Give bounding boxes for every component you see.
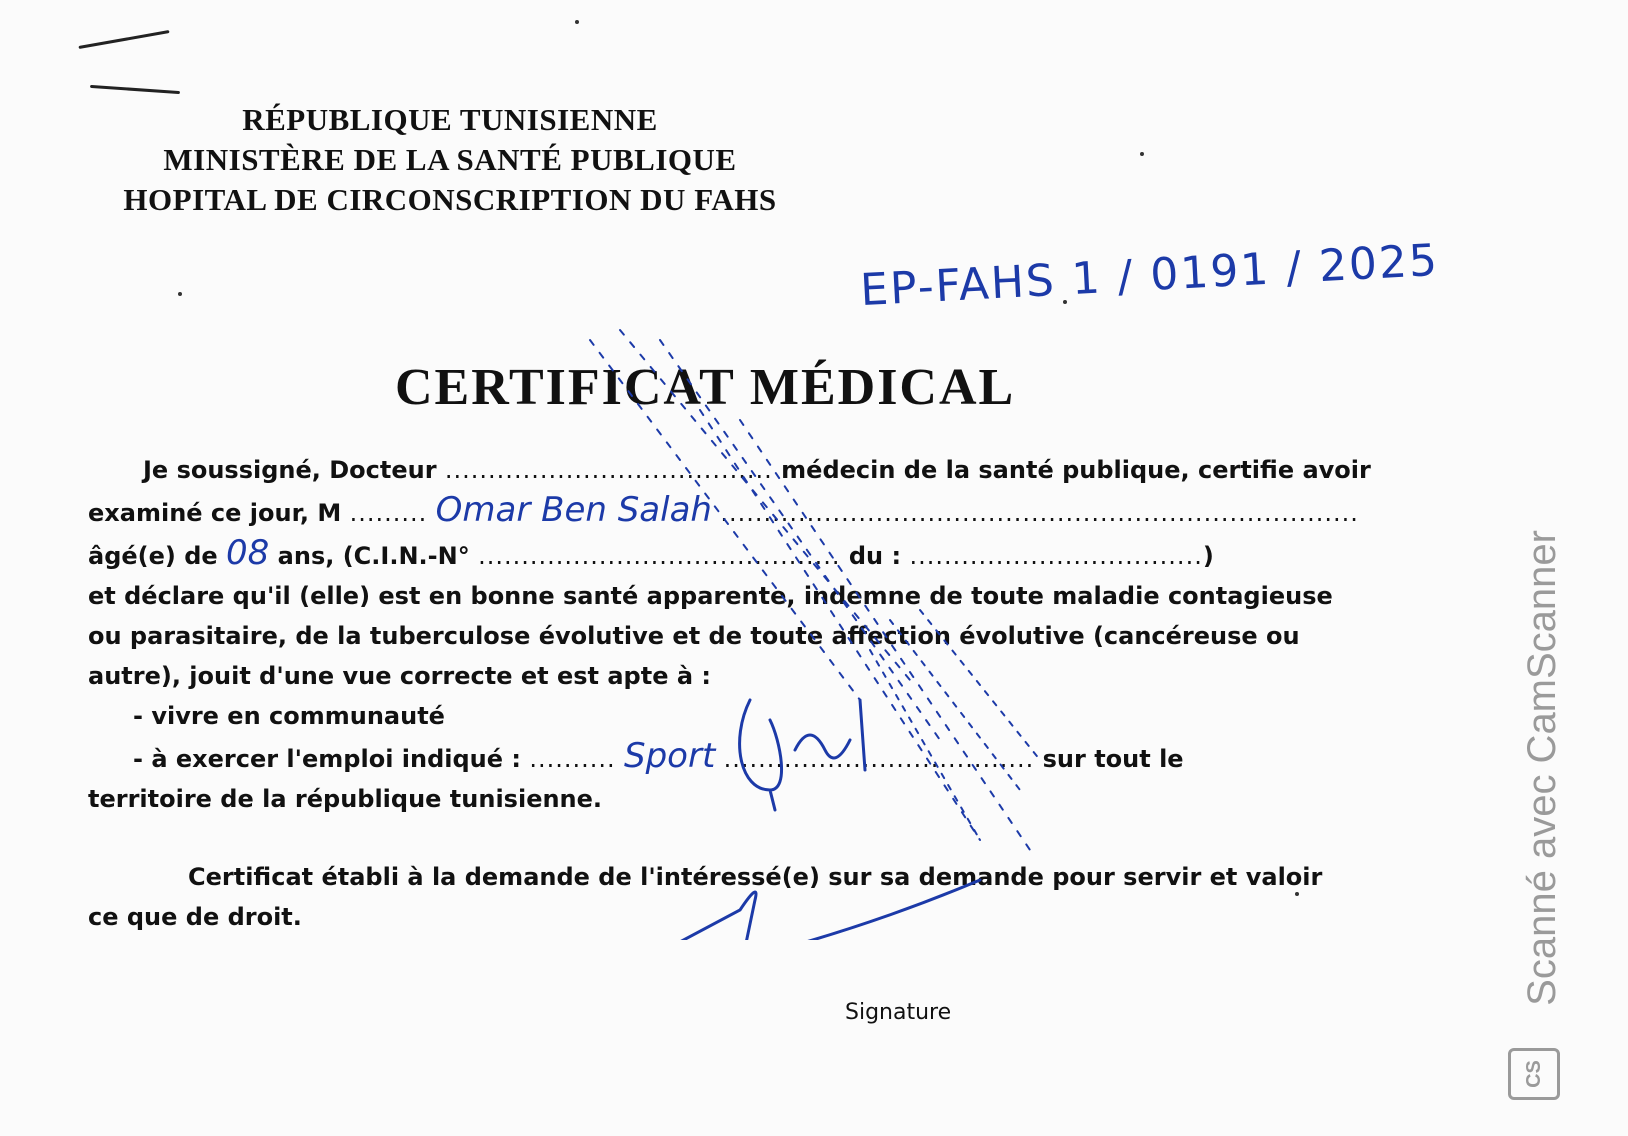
body-line-3: âgé(e) de 08 ans, (C.I.N.-N° .......................................... du : ..................................) bbox=[88, 533, 1214, 573]
body-text-segment: examiné ce jour, M bbox=[88, 499, 342, 527]
body-text-segment: ans, (C.I.N.-N° bbox=[277, 542, 470, 570]
speck bbox=[1140, 152, 1144, 156]
body-text-segment: ) bbox=[1202, 542, 1214, 570]
body-line-2: examiné ce jour, M ......... Omar Ben Salah .......................................................................... bbox=[88, 490, 1359, 530]
body-text-segment: Je soussigné, Docteur bbox=[143, 456, 437, 484]
body-text-segment: - à exercer l'emploi indiqué : bbox=[133, 745, 521, 773]
body-text-segment: médecin de la santé publique, certifie avoir bbox=[781, 456, 1371, 484]
aptitude-item-2: - à exercer l'emploi indiqué : .......... Sport .................................... sur tout le bbox=[133, 736, 1184, 776]
body-line-9: territoire de la république tunisienne. bbox=[88, 785, 603, 813]
header-line-1: RÉPUBLIQUE TUNISIENNE bbox=[242, 102, 658, 137]
header-line-3: HOPITAL DE CIRCONSCRIPTION DU FAHS bbox=[123, 182, 777, 217]
body-line-4: et déclare qu'il (elle) est en bonne santé apparente, indemne de toute maladie contagieuse bbox=[88, 582, 1333, 610]
employment-field: Sport bbox=[624, 736, 716, 776]
body-text-segment: sur tout le bbox=[1042, 745, 1184, 773]
signature-label: Signature bbox=[845, 1000, 952, 1025]
patient-name: Omar Ben Salah bbox=[435, 490, 712, 530]
speck bbox=[178, 292, 182, 296]
body-text-segment: du : bbox=[848, 542, 902, 570]
reference-number: EP-FAHS 1 / 0191 / 2025 bbox=[859, 234, 1441, 317]
body-text-segment: âgé(e) de bbox=[88, 542, 218, 570]
camscanner-logo-icon: CS bbox=[1508, 1048, 1560, 1100]
camscanner-watermark: Scanné avec CamScanner bbox=[1520, 530, 1564, 1006]
certificate-body bbox=[88, 450, 1430, 937]
body-line-6: autre), jouit d'une vue correcte et est apte à : bbox=[88, 662, 711, 690]
document-header bbox=[70, 100, 830, 220]
header-line-2: MINISTÈRE DE LA SANTÉ PUBLIQUE bbox=[163, 142, 737, 177]
body-line-5: ou parasitaire, de la tuberculose évolutive et de toute affection évolutive (cancéreuse ou bbox=[88, 622, 1300, 650]
corner-mark bbox=[78, 30, 169, 49]
corner-mark bbox=[90, 85, 180, 94]
aptitude-item-1: - vivre en communauté bbox=[133, 702, 445, 730]
document-title: CERTIFICAT MÉDICAL bbox=[395, 359, 1016, 416]
patient-age: 08 bbox=[226, 533, 270, 573]
closing-line-1: Certificat établi à la demande de l'intéressé(e) sur sa demande pour servir et valoir bbox=[188, 863, 1323, 891]
speck bbox=[575, 20, 579, 24]
body-line-1: Je soussigné, Docteur ...................................... médecin de la santé publique, certifie avoir bbox=[143, 456, 1371, 484]
closing-line-2: ce que de droit. bbox=[88, 903, 302, 931]
